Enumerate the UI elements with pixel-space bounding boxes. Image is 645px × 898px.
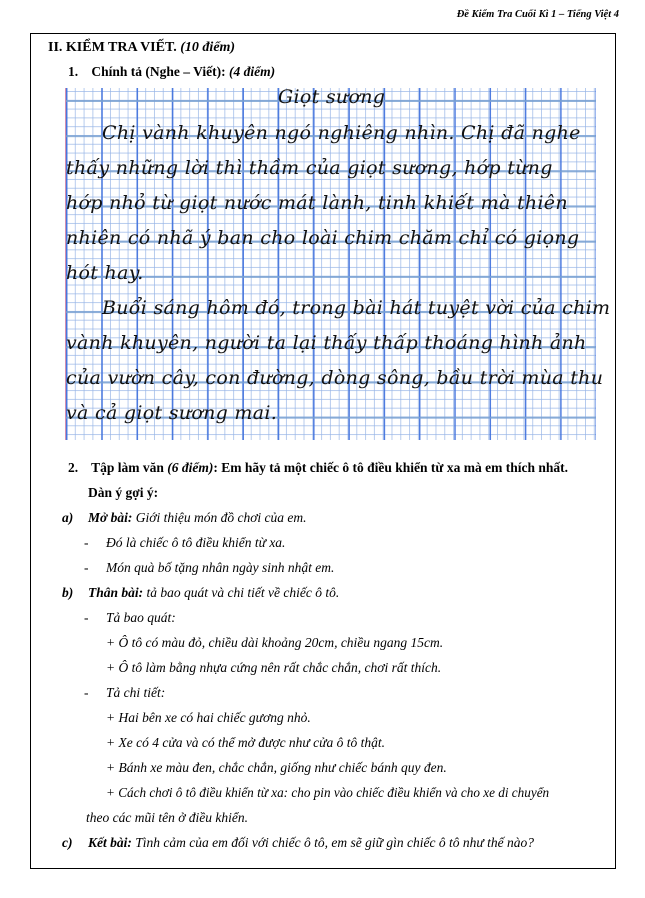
handwriting-line: Chị vành khuyên ngó nghiêng nhìn. Chị đã nghe — [102, 122, 581, 144]
section-points: (10 điểm) — [180, 40, 236, 55]
detail-point: + Xe có 4 cửa và có thể mở được như cửa ô tô thật. — [106, 735, 386, 750]
outline-a — [62, 510, 307, 526]
handwriting-line: thấy những lời thì thầm của giọt sương, hớp từng — [66, 157, 553, 179]
part1-number: 1. — [68, 64, 79, 79]
detail-point: theo các mũi tên ở điều khiển. — [86, 810, 249, 825]
outline-a-item — [84, 535, 285, 551]
part2-number: 2. — [68, 460, 79, 475]
handwriting-line: hót hay. — [66, 262, 144, 284]
outline-c-marker: c) — [62, 835, 73, 850]
part2-title — [68, 460, 568, 476]
bullet: - — [84, 560, 89, 575]
part1-title — [68, 64, 275, 80]
outline-c-text: Tình cảm của em đối với chiếc ô tô, em sẽ giữ gìn chiếc ô tô như thế nào? — [131, 835, 534, 850]
part2-title-text: Tập làm văn — [91, 460, 164, 475]
handwriting-line: Buổi sáng hôm đó, trong bài hát tuyệt vời của chim — [102, 297, 611, 319]
section-title — [48, 40, 235, 56]
details-heading: Tả chi tiết: — [106, 685, 166, 700]
handwriting-line: và cả giọt sương mai. — [66, 402, 278, 424]
detail-point: + Cách chơi ô tô điều khiển từ xa: cho pin vào chiếc điều khiển và cho xe di chuyển — [106, 785, 550, 800]
outline-a-marker: a) — [62, 510, 74, 525]
section-title-text: II. KIỂM TRA VIẾT. — [48, 40, 177, 55]
handwriting-line: vành khuyên, người ta lại thấy thấp thoáng hình ảnh — [66, 332, 587, 354]
outline-b-details — [84, 685, 165, 701]
outline-a-item-text: Món quà bố tặng nhân ngày sinh nhật em. — [106, 560, 335, 575]
part2-points: (6 điểm) — [167, 460, 214, 475]
handwriting-grid — [65, 86, 611, 440]
outline-c — [62, 835, 534, 851]
outline-b-text: tả bao quát và chi tiết về chiếc ô tô. — [143, 585, 340, 600]
bullet: - — [84, 610, 89, 625]
overview-heading: Tả bao quát: — [106, 610, 176, 625]
bullet: - — [84, 535, 89, 550]
part1-title-text: Chính tả (Nghe – Viết): — [91, 64, 226, 79]
handwriting-line: hớp nhỏ từ giọt nước mát lành, tinh khiết mà thiên — [66, 192, 568, 214]
part2-prompt: : Em hãy tả một chiếc ô tô điều khiển từ xa mà em thích nhất. — [213, 460, 569, 475]
outline-a-item — [84, 560, 334, 576]
outline-b — [62, 585, 339, 601]
outline-b-label: Thân bài: — [88, 585, 144, 600]
part1-points: (4 điểm) — [229, 64, 276, 79]
outline-c-label: Kết bài: — [88, 835, 132, 850]
outline-a-item-text: Đó là chiếc ô tô điều khiển từ xa. — [106, 535, 286, 550]
overview-point: + Ô tô có màu đỏ, chiều dài khoảng 20cm, chiều ngang 15cm. — [106, 635, 444, 650]
outline-b-marker: b) — [62, 585, 74, 600]
outline-a-text: Giới thiệu món đồ chơi của em. — [132, 510, 307, 525]
outline-b-overview — [84, 610, 176, 626]
detail-point: + Bánh xe màu đen, chắc chắn, giống như chiếc bánh quy đen. — [106, 760, 447, 775]
handwriting-title: Giọt sương — [278, 86, 386, 108]
handwriting-line: nhiên có nhã ý ban cho loài chim chăm chỉ có giọng — [66, 227, 580, 249]
overview-point: + Ô tô làm bằng nhựa cứng nên rất chắc chắn, chơi rất thích. — [106, 660, 442, 675]
bullet: - — [84, 685, 89, 700]
handwriting-line: của vườn cây, con đường, dòng sông, bầu trời mùa thu — [66, 367, 604, 389]
outline-a-label: Mở bài: — [88, 510, 133, 525]
outline-label: Dàn ý gợi ý: — [88, 485, 159, 500]
page-header: Đề Kiểm Tra Cuối Kì 1 – Tiếng Việt 4 — [456, 9, 619, 20]
detail-point: + Hai bên xe có hai chiếc gương nhỏ. — [106, 710, 311, 725]
